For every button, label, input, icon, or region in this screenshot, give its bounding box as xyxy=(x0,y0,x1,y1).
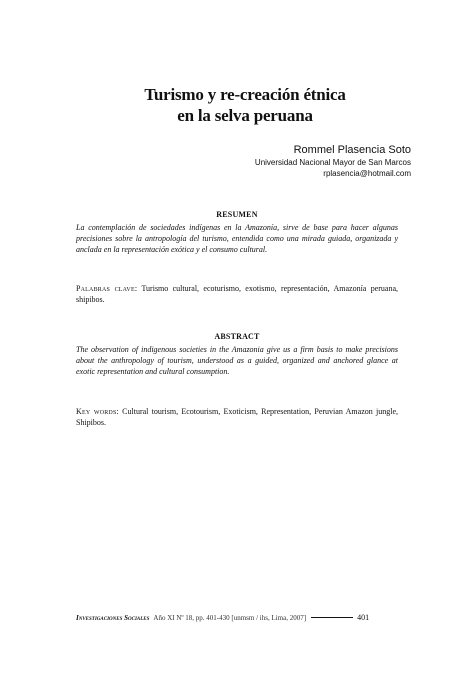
abstract-text: The observation of indigenous societies in the Amazonia give us a firm basis to make precisions about the anthropology of tourism, understood as a guided, organized and anchored glance at exotic representation and cultural consumption. xyxy=(76,345,398,376)
journal-name: Investigaciones Sociales xyxy=(76,614,150,622)
author-name: Rommel Plasencia Soto xyxy=(293,144,411,156)
title-line-2: en la selva peruana xyxy=(177,106,313,125)
footer-rule xyxy=(311,617,353,618)
resumen-keywords xyxy=(76,283,398,305)
abstract-keywords-label: Key words: xyxy=(76,407,119,416)
page-number: 401 xyxy=(357,613,370,622)
resumen-text: La contemplación de sociedades indígenas en la Amazonía, sirve de base para hacer algunas precisiones sobre la antropología del turismo, entendida como una mirada guiada, organizada y anclada en la representación exótica y el consumo cultural. xyxy=(76,223,398,254)
resumen-keywords-list: Turismo cultural, ecoturismo, exotismo, representación, Amazonía peruana, shipibos. xyxy=(76,284,399,304)
abstract-heading: ABSTRACT xyxy=(214,332,260,341)
author-block xyxy=(255,143,411,179)
resumen-heading: RESUMEN xyxy=(216,210,258,219)
resumen-keywords-label: Palabras clave: xyxy=(76,284,138,293)
page-footer xyxy=(76,613,409,623)
title-line-1: Turismo y re-creación étnica xyxy=(144,85,346,104)
abstract-keywords xyxy=(76,406,398,428)
author-email: rplasencia@hotmail.com xyxy=(323,169,411,178)
journal-citation: Año XI Nº 18, pp. 401-430 [unmsm / ihs, Lima, 2007] xyxy=(153,614,307,622)
paper-title xyxy=(80,84,410,126)
abstract-keywords-list: Cultural tourism, Ecotourism, Exoticism, Representation, Peruvian Amazon jungle, Shipibos. xyxy=(76,407,398,427)
author-affiliation: Universidad Nacional Mayor de San Marcos xyxy=(254,158,411,167)
